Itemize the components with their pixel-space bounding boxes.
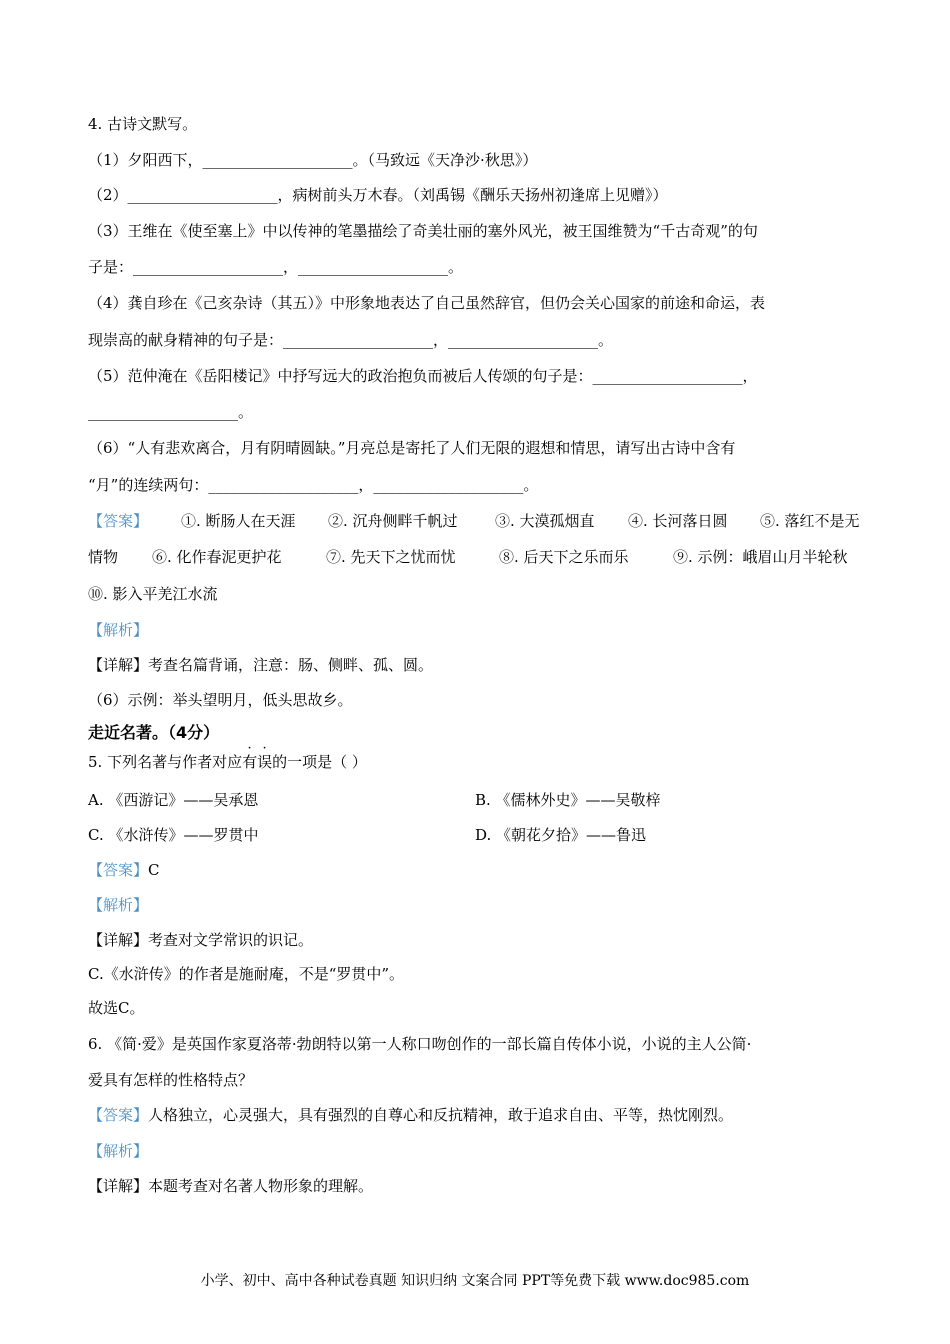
answer-item: ④. 长河落日圆 (628, 512, 728, 530)
answer-value: 人格独立，心灵强大，具有强烈的自尊心和反抗精神，敢于追求自由、平等，热忱刚烈。 (148, 1106, 734, 1124)
answer-item: ⑥. 化作春泥更护花 (152, 548, 282, 566)
q5-stem (88, 752, 367, 772)
q5-option-c: C. 《水浒传》——罗贯中 (88, 826, 259, 844)
answer-tag: 【答案】 (88, 1106, 149, 1124)
q5-detail-3: 故选C。 (88, 999, 145, 1017)
answer-item: ⑨. 示例：峨眉山月半轮秋 (673, 548, 848, 566)
answer-tag: 【答案】 (88, 512, 149, 530)
q4-answer-line-2 (88, 547, 848, 567)
q4-item-1: （1）夕阳西下，____________________。（马致远《天净沙·秋思》） (88, 151, 538, 169)
answer-item: 情物 (88, 548, 119, 566)
q5-option-d: D. 《朝花夕拾》——鲁迅 (475, 826, 647, 844)
emphasis-char: 有 (242, 753, 258, 771)
q6-stem-1: 6. 《简·爱》是英国作家夏洛蒂·勃朗特以第一人称口吻创作的一部长篇自传体小说，小说的主人公简· (88, 1035, 752, 1053)
q4-answer-line-1 (88, 511, 860, 531)
answer-value: C (148, 861, 160, 879)
q4-item-2: （2）____________________，病树前头万木春。（刘禹锡《酬乐天扬州初逢席上见赠》） (88, 186, 668, 204)
analysis-tag: 【解析】 (88, 1142, 149, 1160)
q4-title: 4. 古诗文默写。 (88, 115, 198, 133)
answer-tag: 【答案】 (88, 861, 149, 879)
q4-detail-2: （6）示例：举头望明月，低头思故乡。 (88, 691, 353, 709)
q4-item-6a: （6）“人有悲欢离合，月有阴晴圆缺。”月亮总是寄托了人们无限的遐想和情思，请写出古诗中含有 (88, 439, 736, 457)
q4-detail: 【详解】考查名篇背诵，注意：肠、侧畔、孤、圆。 (88, 656, 434, 674)
q5-option-b: B. 《儒林外史》——吴敬梓 (475, 791, 661, 809)
q6-stem-2: 爱具有怎样的性格特点？ (88, 1071, 254, 1089)
answer-item: ⑤. 落红不是无 (760, 512, 860, 530)
analysis-tag: 【解析】 (88, 621, 149, 639)
q4-item-6b: “月”的连续两句：____________________，____________________。 (88, 476, 539, 494)
q5-option-a: A. 《西游记》——吴承恩 (88, 791, 259, 809)
section-heading: 走近名著。（4分） (88, 723, 220, 742)
q5-stem-part: 的一项是（ ） (272, 753, 367, 771)
q6-detail: 【详解】本题考查对名著人物形象的理解。 (88, 1177, 374, 1195)
answer-item: ⑧. 后天下之乐而乐 (499, 548, 629, 566)
q4-item-4b: 现崇高的献身精神的句子是：____________________，____________________。 (88, 331, 614, 349)
answer-item: ③. 大漠孤烟直 (495, 512, 595, 530)
q5-stem-part: 5. 下列名著与作者对应 (88, 753, 243, 771)
answer-item: ⑦. 先天下之忧而忧 (326, 548, 456, 566)
q4-item-4a: （4）龚自珍在《己亥杂诗（其五）》中形象地表达了自己虽然辞官，但仍会关心国家的前途和命运，表 (88, 294, 766, 312)
page-footer: 小学、初中、高中各种试卷真题 知识归纳 文案合同 PPT等免费下载 www.doc985.com (200, 1273, 750, 1289)
answer-item: ①. 断肠人在天涯 (181, 512, 296, 530)
q6-answer (88, 1105, 733, 1125)
answer-item: ②. 沉舟侧畔千帆过 (328, 512, 458, 530)
q4-item-5b: ____________________。 (88, 403, 254, 421)
q5-answer (88, 860, 160, 880)
q4-answer-line-3: ⑩. 影入平羌江水流 (88, 585, 218, 603)
analysis-tag: 【解析】 (88, 896, 149, 914)
emphasis-char: 误 (257, 753, 273, 771)
q5-detail: 【详解】考查对文学常识的识记。 (88, 931, 314, 949)
q4-item-5a: （5）范仲淹在《岳阳楼记》中抒写远大的政治抱负而被后人传颂的句子是：____________________， (88, 367, 758, 385)
q4-item-3b: 子是：____________________，____________________。 (88, 258, 464, 276)
q4-item-3a: （3）王维在《使至塞上》中以传神的笔墨描绘了奇美壮丽的塞外风光，被王国维赞为“千古奇观”的句 (88, 222, 758, 240)
q5-detail-2: C.《水浒传》的作者是施耐庵，不是“罗贯中”。 (88, 965, 405, 983)
